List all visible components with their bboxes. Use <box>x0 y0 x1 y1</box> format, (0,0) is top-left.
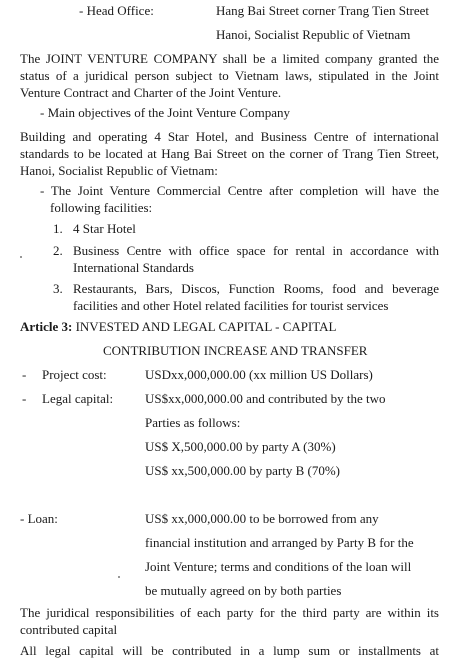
facility-text: Restaurants, Bars, Discos, Function Rooms, food and beverage facilities and other Hotel related facilities for tourist services <box>73 281 439 313</box>
loan-label: - Loan: <box>20 511 58 526</box>
facility-number: 3. <box>53 281 63 296</box>
head-office-address-line1: Hang Bai Street corner Trang Tien Street <box>216 3 430 18</box>
legal-capital-dash: - <box>22 391 27 406</box>
scan-speck <box>118 576 120 578</box>
facilities-intro <box>40 182 439 216</box>
party-a-contribution: US$ X,500,000.00 by party A (30%) <box>145 439 336 454</box>
article-heading <box>20 318 337 335</box>
project-cost-value: USDxx,000,000.00 (xx million US Dollars) <box>145 367 373 382</box>
objectives-paragraph: Building and operating 4 Star Hotel, and Business Centre of international standards to be located at Hang Bai Street on the corner of Trang Tien Street, Hanoi, Socialist Republic of Vietnam: <box>20 129 439 178</box>
intro-paragraph: The JOINT VENTURE COMPANY shall be a limited company granted the status of a juridical person subject to Vietnam laws, stipulated in the Joint Venture Contract and Charter of the Joint Venture. <box>20 51 439 100</box>
scan-speck <box>20 256 22 258</box>
loan-line: financial institution and arranged by Party B for the <box>145 535 414 550</box>
final-line: All legal capital will be contributed in a lump sum or installments at <box>20 643 439 658</box>
facility-text: Business Centre with office space for rental in accordance with International Standards <box>73 243 439 275</box>
party-b-contribution: US$ xx,500,000.00 by party B (70%) <box>145 463 340 478</box>
responsibility-paragraph: The juridical responsibilities of each party for the third party are within its contributed capital <box>20 605 439 637</box>
loan-line: Joint Venture; terms and conditions of the loan will <box>145 559 412 574</box>
project-cost-label: Project cost: <box>42 367 107 382</box>
head-office-label: - Head Office: <box>79 3 154 18</box>
objectives-heading: - Main objectives of the Joint Venture Company <box>40 105 290 120</box>
legal-capital-value: US$xx,000,000.00 and contributed by the two <box>145 391 386 406</box>
facilities-intro-text: - The Joint Venture Commercial Centre after completion will have the following facilities: <box>40 183 439 215</box>
facility-number: 2. <box>53 243 63 258</box>
loan-line: be mutually agreed on by both parties <box>145 583 342 598</box>
article-label: Article 3: <box>20 319 73 334</box>
head-office-address-line2: Hanoi, Socialist Republic of Vietnam <box>216 27 411 42</box>
loan-line: US$ xx,000,000.00 to be borrowed from any <box>145 511 379 526</box>
legal-capital-line2: Parties as follows: <box>145 415 241 430</box>
legal-capital-label: Legal capital: <box>42 391 114 406</box>
article-title-line1: INVESTED AND LEGAL CAPITAL - CAPITAL <box>75 319 337 334</box>
facility-text: 4 Star Hotel <box>73 221 136 236</box>
project-cost-dash: - <box>22 367 27 382</box>
facility-number: 1. <box>53 221 63 236</box>
article-title-line2: CONTRIBUTION INCREASE AND TRANSFER <box>103 343 368 358</box>
